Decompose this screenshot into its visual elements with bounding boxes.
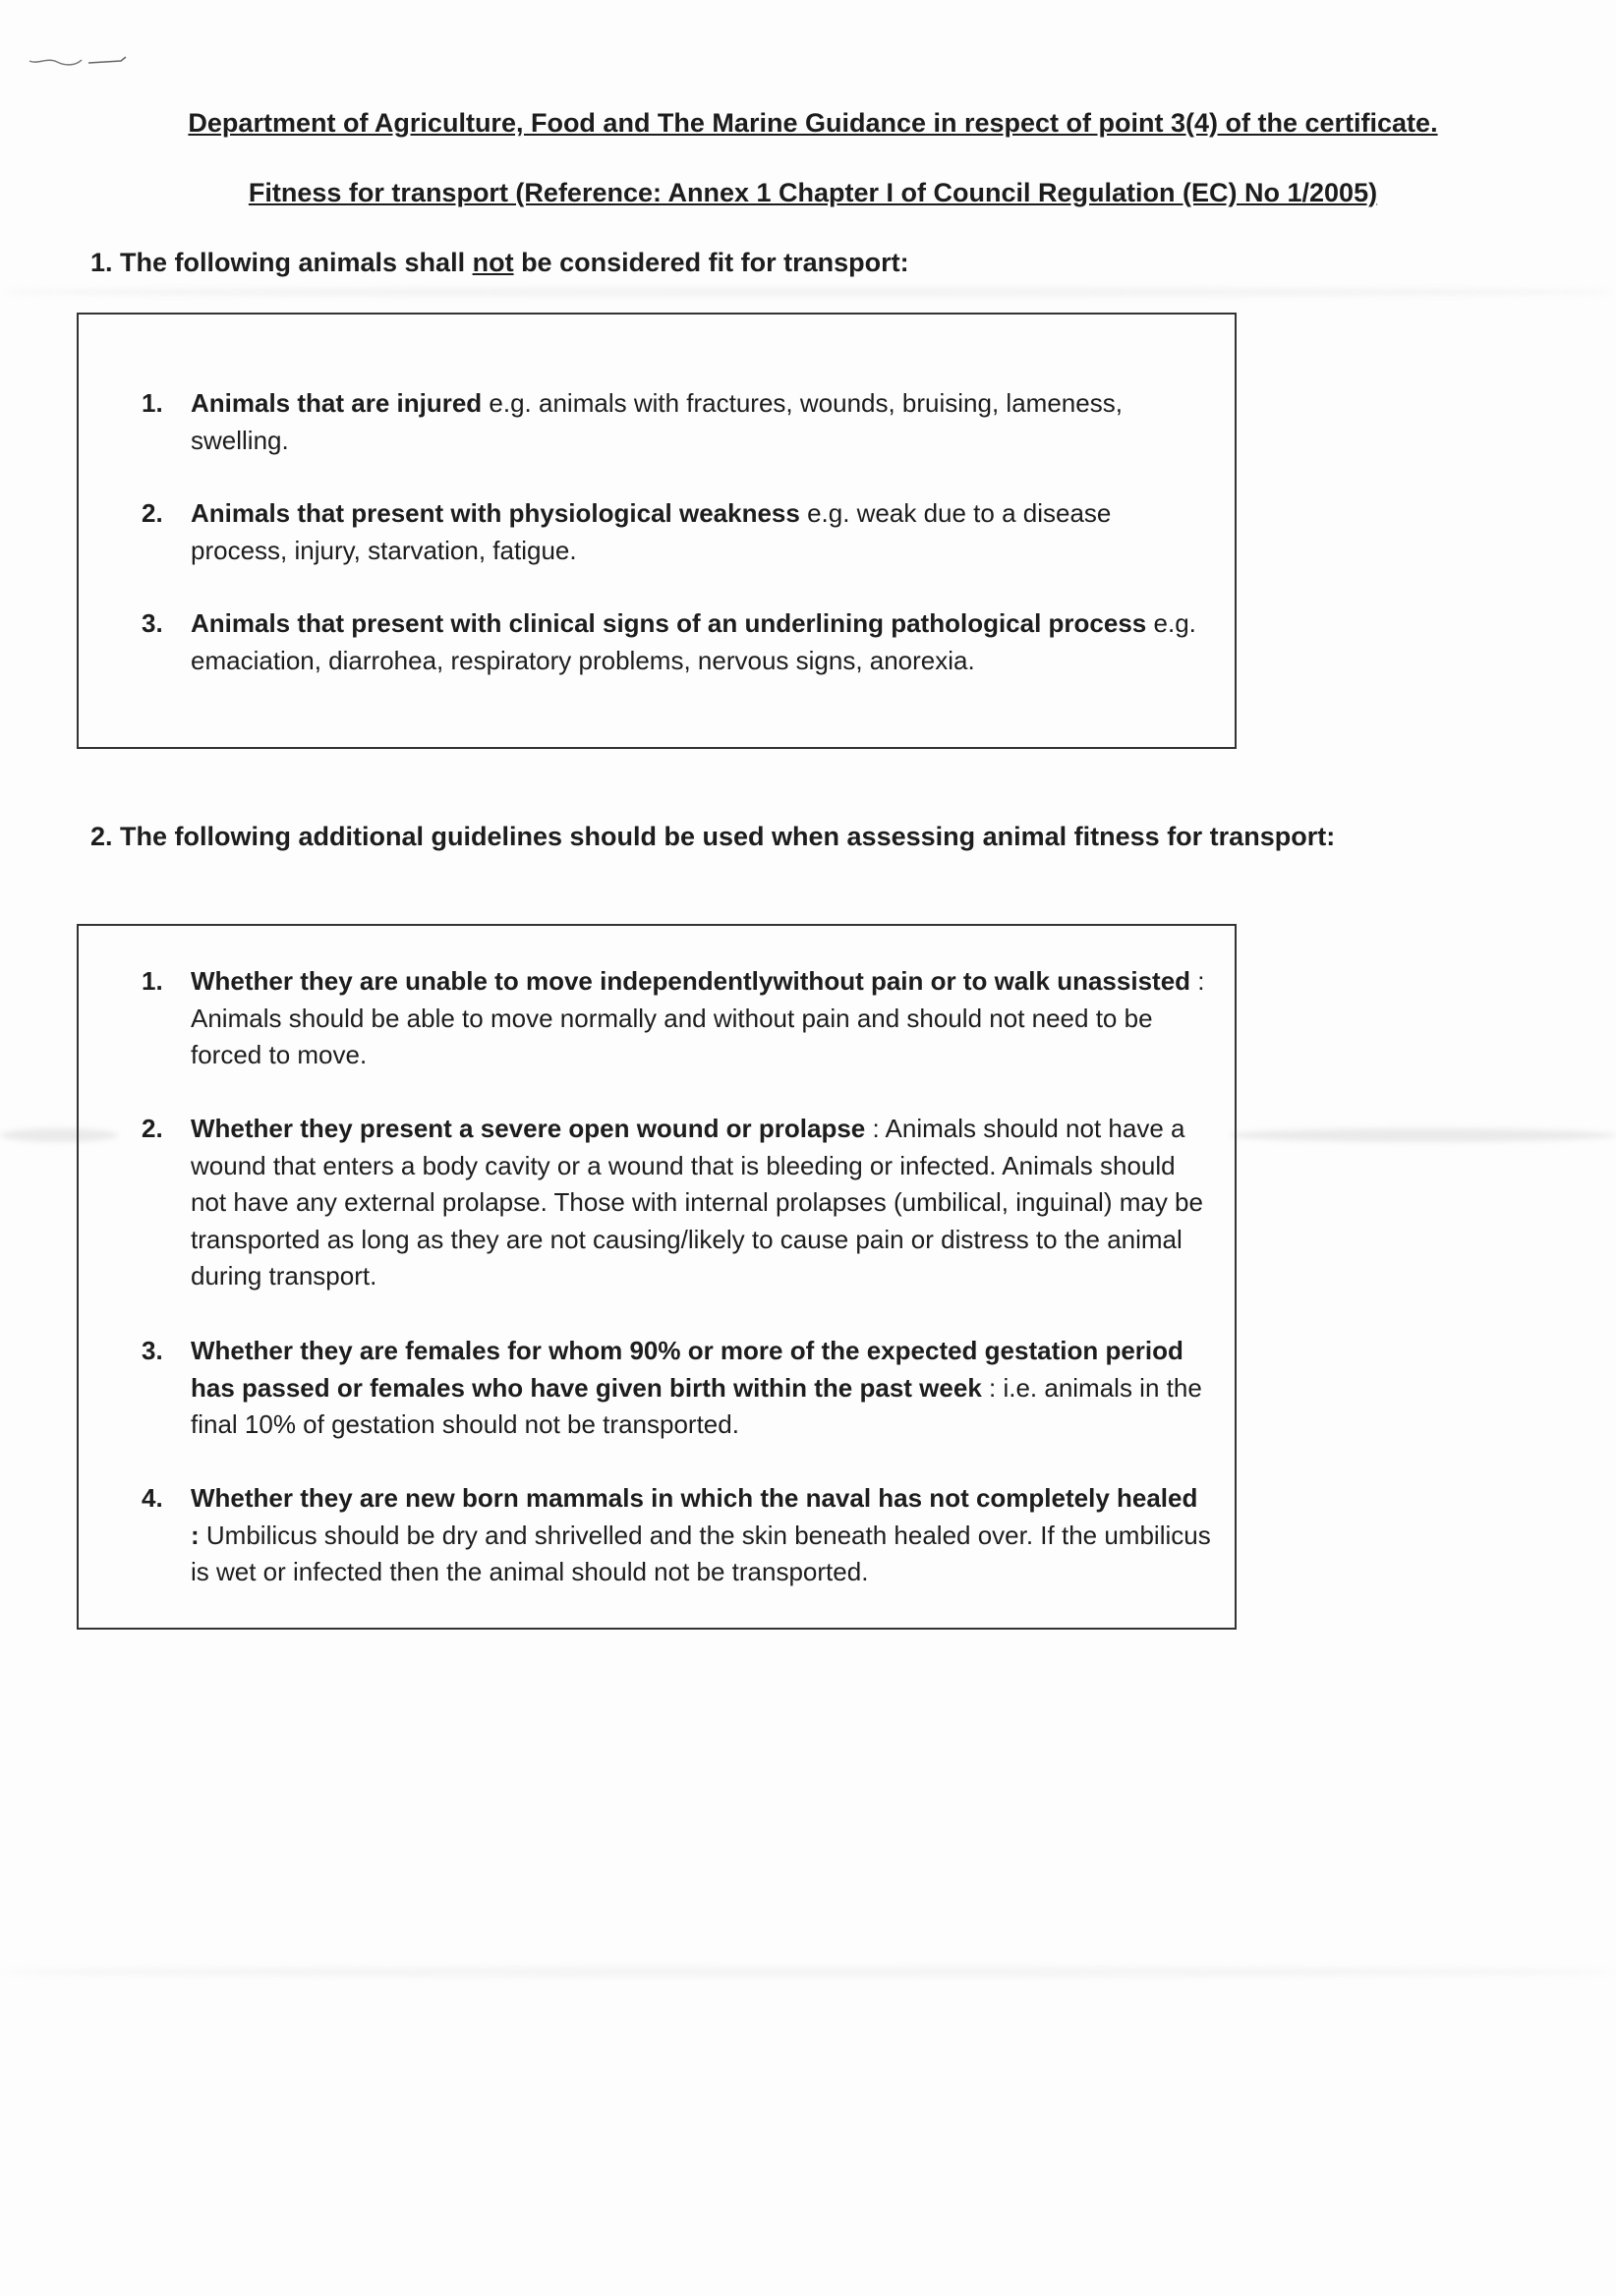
list-item (142, 385, 1213, 459)
document-title: Department of Agriculture, Food and The Marine Guidance in respect of point 3(4) of the certificate. (188, 108, 1438, 138)
pen-mark-scribble (28, 51, 136, 71)
list-item-number: 3. (142, 1336, 163, 1365)
list-item-number: 3. (142, 608, 163, 638)
list-item-lead: Animals that are injured (191, 388, 483, 418)
section-2-heading: 2. The following additional guidelines should be used when assessing animal fitness for transport: (90, 822, 1336, 851)
list-item-lead: Whether they are females for whom 90% or more of the expected gestation period has passed or females who have given birth within the past week (191, 1336, 1183, 1403)
list-item (142, 963, 1213, 1074)
list-item-text: : i.e. animals in the final 10% of gestation should not be transported. (191, 1372, 1202, 1439)
list-item-number: 4. (142, 1483, 163, 1513)
list-item-lead: Whether they are new born mammals in which the naval has not completely healed : (191, 1483, 1198, 1550)
section-1-heading-before: 1. The following animals shall (90, 248, 473, 277)
section-1-heading-after: be considered fit for transport: (513, 248, 909, 277)
scan-smudge (0, 1966, 1616, 1978)
section-2-box (77, 924, 1237, 1630)
list-item-number: 2. (142, 498, 163, 528)
document-subtitle: Fitness for transport (Reference: Annex 1 Chapter I of Council Regulation (EC) No 1/2005) (248, 178, 1378, 207)
list-item-text: Umbilicus should be dry and shrivelled and the skin beneath healed over. If the umbilicus is wet or infected then the animal should not be transported. (191, 1520, 1211, 1586)
list-item-text: e.g. animals with fractures, wounds, bruising, lameness, swelling. (191, 388, 1123, 455)
list-item-number: 2. (142, 1114, 163, 1143)
section-1-heading-emphasis: not (472, 248, 514, 277)
list-item-lead: Whether they are unable to move independentlywithout pain or to walk unassisted (191, 966, 1191, 996)
list-item (142, 1111, 1213, 1295)
list-item-text: e.g. emaciation, diarrohea, respiratory problems, nervous signs, anorexia. (191, 608, 1196, 675)
list-item-text: : Animals should not have a wound that enters a body cavity or a wound that is bleeding or infected. Animals should not have any external prolapse. Those with internal prolapses (umbilical, inguinal) may be transported as long as they are not causing/likely to cause pain or distress to the animal during transport. (191, 1114, 1203, 1291)
list-item (142, 605, 1213, 679)
section-1-box (77, 313, 1237, 749)
list-item (142, 1333, 1213, 1444)
list-item-text: e.g. weak due to a disease process, injury, starvation, fatigue. (191, 498, 1112, 565)
list-item (142, 495, 1213, 569)
list-item-number: 1. (142, 388, 163, 418)
section-1-heading (90, 248, 909, 278)
list-item-number: 1. (142, 966, 163, 996)
list-item-lead: Whether they present a severe open wound or prolapse (191, 1114, 866, 1143)
list-item-lead: Animals that present with physiological weakness (191, 498, 800, 528)
scan-smudge (1229, 1128, 1616, 1142)
list-item-lead: Animals that present with clinical signs of an underlining pathological process (191, 608, 1147, 638)
list-item-text: : Animals should be able to move normally and without pain and should not need to be forced to move. (191, 966, 1205, 1069)
scan-smudge (0, 287, 1616, 297)
list-item (142, 1480, 1213, 1591)
